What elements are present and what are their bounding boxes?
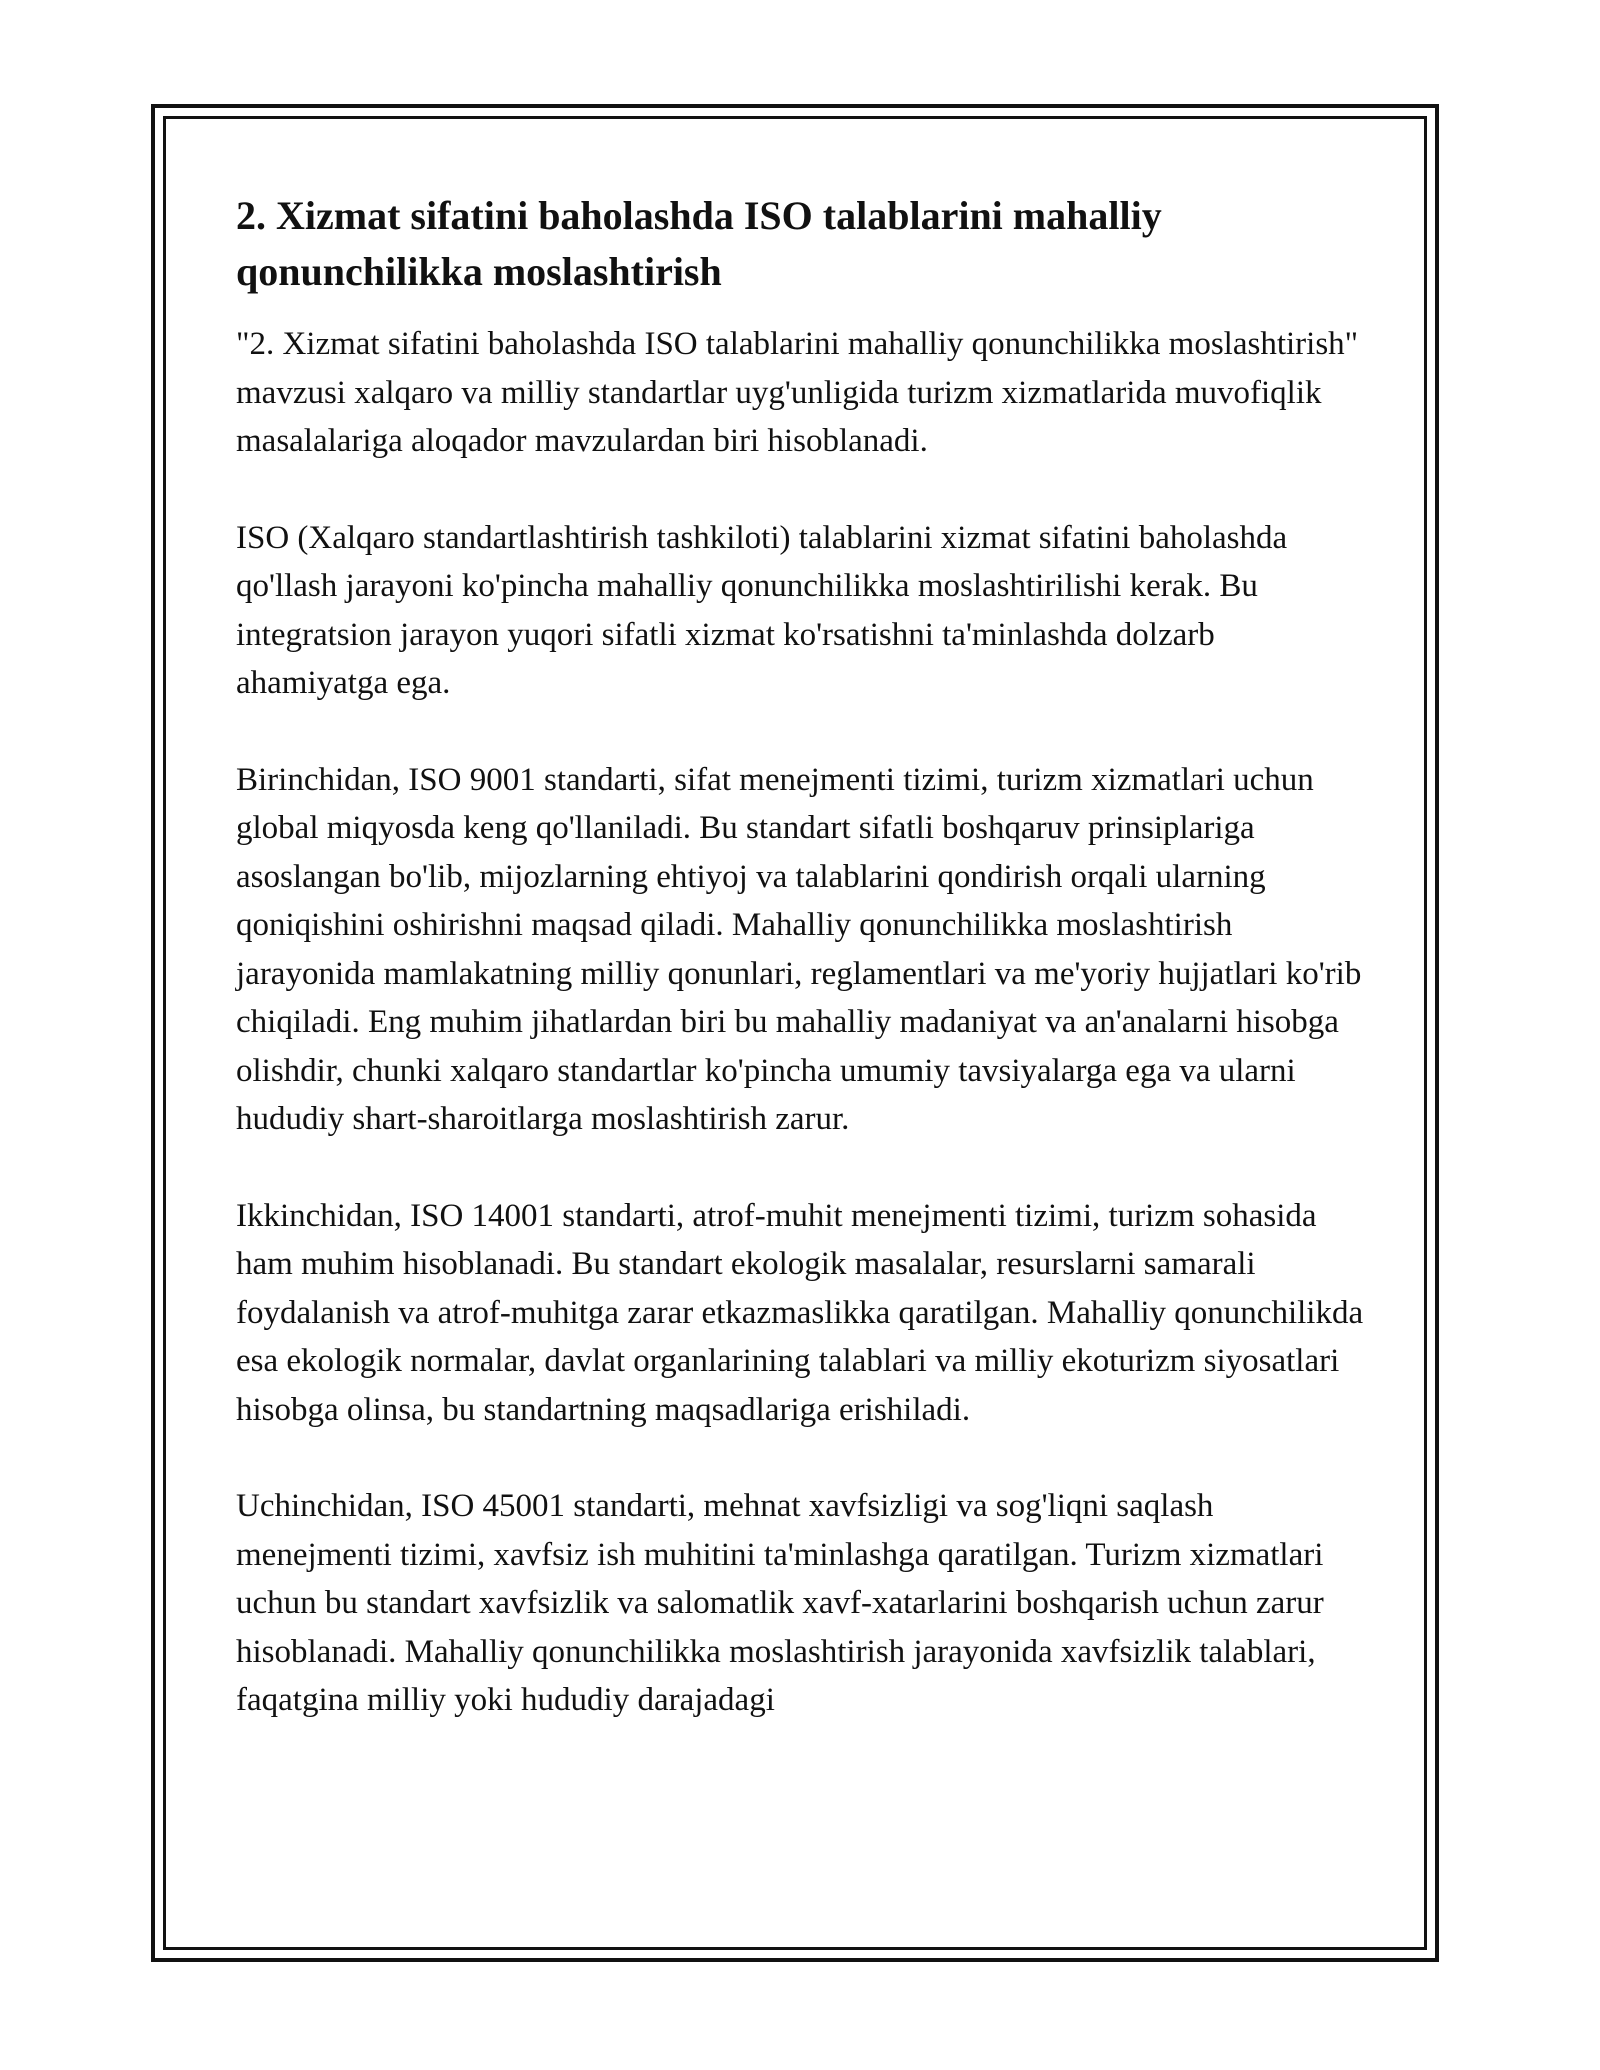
paragraph-iso-45001: Uchinchidan, ISO 45001 standarti, mehnat xavfsizligi va sog'liqni saqlash menejmenti tizimi, xavfsiz ish muhitini ta'minlashga qaratilgan. Turizm xizmatlari uchun bu standart xavfsizlik va salomatlik xavf-xatarlarini boshqarish uchun zarur hisoblanadi. Mahalliy qonunchilikka moslashtirish jarayonida xavfsizlik talablari, faqatgina milliy yoki hududiy darajadagi (236, 1488, 1324, 1718)
section-title-line-1: 2. Xizmat sifatini baholashda ISO talablarini mahalliy (236, 193, 1162, 238)
section-title (236, 188, 1371, 300)
paragraph-iso-overview: ISO (Xalqaro standartlashtirish tashkiloti) talablarini xizmat sifatini baholashda qo'llash jarayoni ko'pincha mahalliy qonunchilikka moslashtirilishi kerak. Bu integratsion jarayon yuqori sifatli xizmat ko'rsatishni ta'minlashda dolzarb ahamiyatga ega. (236, 519, 1288, 701)
document-body (236, 188, 1371, 1725)
section-title-line-2: qonunchilikka moslashtirish (236, 249, 722, 294)
paragraph-iso-14001: Ikkinchidan, ISO 14001 standarti, atrof-muhit menejmenti tizimi, turizm sohasida ham muhim hisoblanadi. Bu standart ekologik masalalar, resurslarni samarali foydalanish va atrof-muhitga zarar etkazmaslikka qaratilgan. Mahalliy qonunchilikda esa ekologik normalar, davlat organlarining talablari va milliy ekoturizm siyosatlari hisobga olinsa, bu standartning maqsadlariga erishiladi. (236, 1197, 1364, 1428)
paragraph-intro: "2. Xizmat sifatini baholashda ISO talablarini mahalliy qonunchilikka moslashtirish" mavzusi xalqaro va milliy standartlar uyg'unligida turizm xizmatlarida muvofiqlik masalalariga aloqador mavzulardan biri hisoblanadi. (236, 326, 1359, 459)
paragraph-iso-9001: Birinchidan, ISO 9001 standarti, sifat menejmenti tizimi, turizm xizmatlari uchun global miqyosda keng qo'llaniladi. Bu standart sifatli boshqaruv prinsiplariga asoslangan bo'lib, mijozlarning ehtiyoj va talablarini qondirish orqali ularning qoniqishini oshirishni maqsad qiladi. Mahalliy qonunchilikka moslashtirish jarayonida mamlakatning milliy qonunlari, reglamentlari va me'yoriy hujjatlari ko'rib chiqiladi. Eng muhim jihatlardan biri bu mahalliy madaniyat va an'analarni hisobga olishdir, chunki xalqaro standartlar ko'pincha umumiy tavsiyalarga ega va ularni hududiy shart-sharoitlarga moslashtirish zarur. (236, 761, 1362, 1137)
